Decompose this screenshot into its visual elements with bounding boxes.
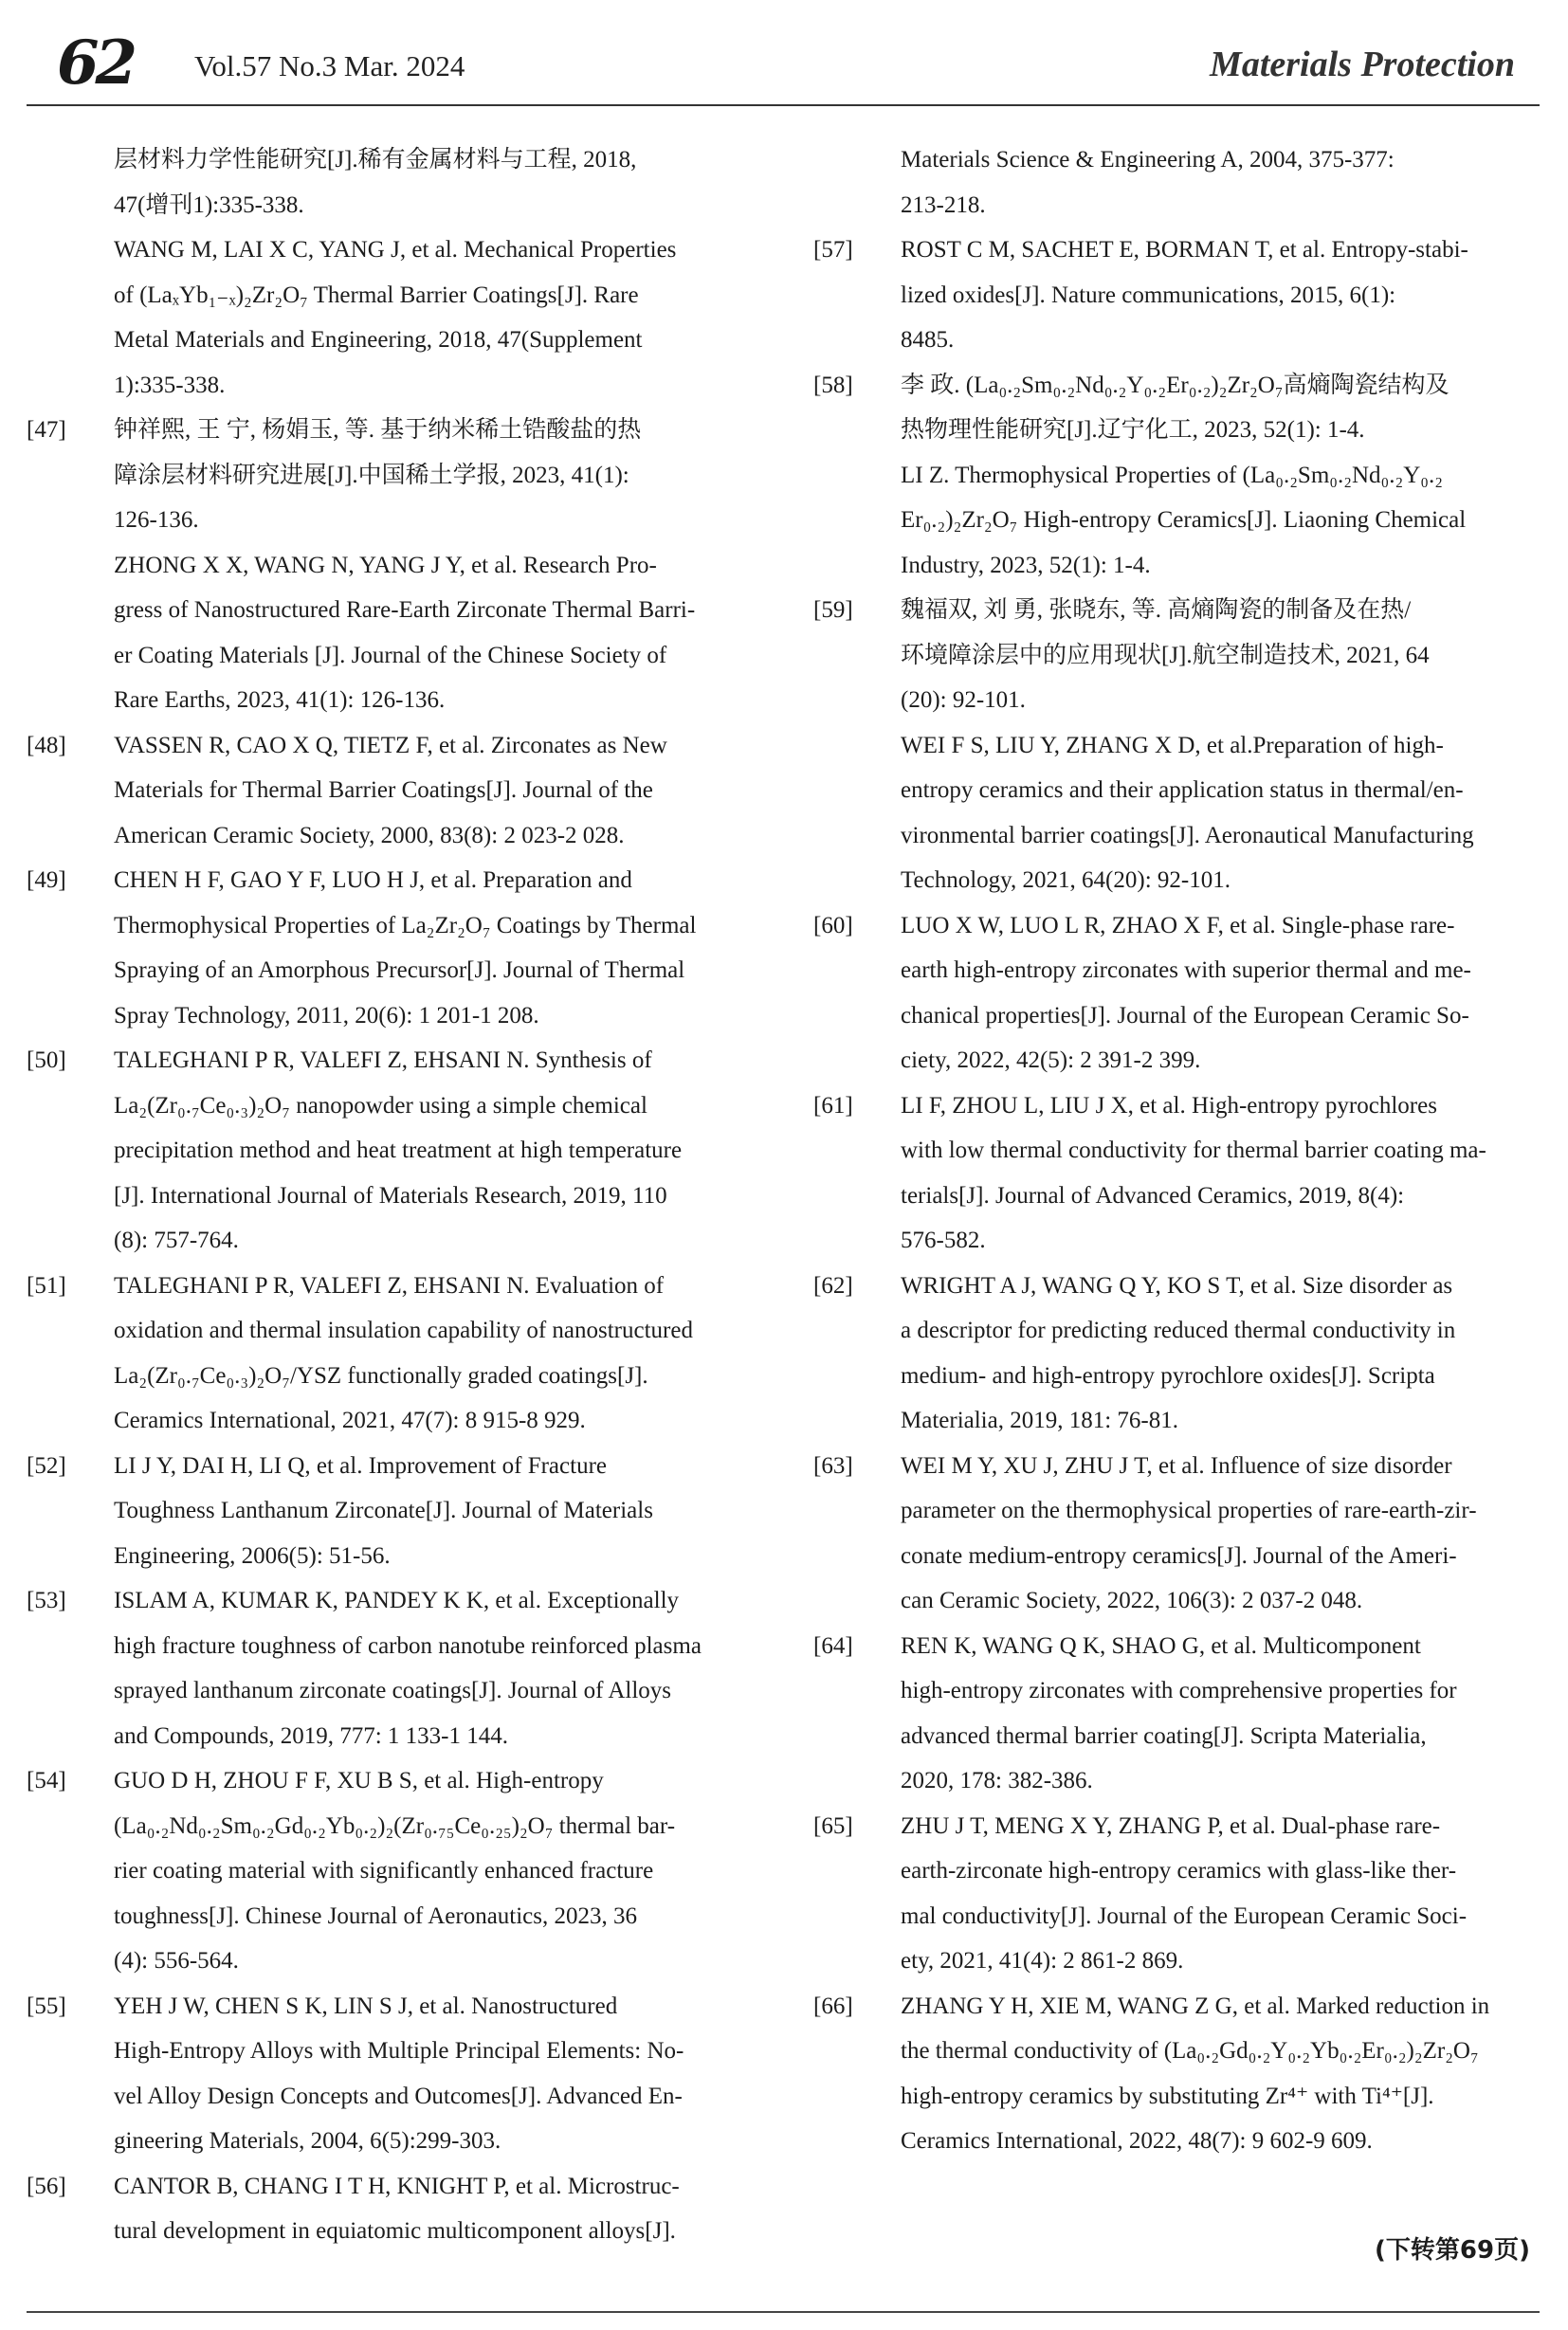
reference-entry bbox=[27, 408, 754, 723]
reference-line: YEH J W, CHEN S K, LIN S J, et al. Nanostructured bbox=[114, 1993, 618, 2019]
reference-line: (8): 757-764. bbox=[114, 1228, 239, 1253]
reference-number: [64] bbox=[813, 1632, 853, 1659]
reference-line: LI F, ZHOU L, LIU J X, et al. High-entropy pyrochlores bbox=[901, 1092, 1437, 1119]
reference-line: La₂(Zr₀.₇Ce₀.₃)₂O₇/YSZ functionally graded coatings[J]. bbox=[114, 1362, 648, 1389]
reference-line: LUO X W, LUO L R, ZHAO X F, et al. Single-phase rare- bbox=[901, 912, 1455, 938]
reference-number: [49] bbox=[27, 867, 66, 893]
reference-line: WEI F S, LIU Y, ZHANG X D, et al.Preparation of high- bbox=[901, 732, 1444, 758]
reference-line: lized oxides[J]. Nature communications, 2015, 6(1): bbox=[901, 282, 1396, 308]
reference-line: La₂(Zr₀.₇Ce₀.₃)₂O₇ nanopowder using a simple chemical bbox=[114, 1092, 647, 1119]
reference-number: [54] bbox=[27, 1768, 66, 1793]
reference-line: 层材料力学性能研究[J].稀有金属材料与工程, 2018, bbox=[114, 147, 637, 173]
reference-line: 2020, 178: 382-386. bbox=[901, 1768, 1093, 1793]
reference-entry bbox=[27, 1038, 754, 1264]
reference-line: VASSEN R, CAO X Q, TIETZ F, et al. Zirconates as New bbox=[114, 732, 667, 758]
reference-entry bbox=[27, 1758, 754, 1984]
reference-line: 魏福双, 刘 勇, 张晓东, 等. 高熵陶瓷的制备及在热/ bbox=[901, 597, 1412, 623]
reference-entry bbox=[813, 1264, 1541, 1444]
reference-number: [58] bbox=[813, 372, 853, 398]
reference-line: er Coating Materials [J]. Journal of the Chinese Society of bbox=[114, 642, 667, 668]
reference-entry bbox=[813, 228, 1541, 363]
reference-entry bbox=[813, 1804, 1541, 1984]
reference-line: 环境障涂层中的应用现状[J].航空制造技术, 2021, 64 bbox=[901, 642, 1430, 668]
reference-number: [55] bbox=[27, 1993, 66, 2019]
page-header bbox=[27, 27, 1543, 102]
continued-reference bbox=[114, 137, 754, 408]
reference-line: chanical properties[J]. Journal of the European Ceramic So- bbox=[901, 1002, 1469, 1028]
left-column bbox=[27, 137, 754, 2254]
reference-entry bbox=[813, 903, 1541, 1083]
continued-reference bbox=[901, 137, 1541, 228]
reference-line: 8485. bbox=[901, 327, 955, 353]
reference-number: [61] bbox=[813, 1092, 853, 1119]
reference-line: Metal Materials and Engineering, 2018, 47(Supplement bbox=[114, 327, 643, 353]
reference-line: earth-zirconate high-entropy ceramics with glass-like ther- bbox=[901, 1858, 1457, 1884]
reference-entry bbox=[27, 723, 754, 859]
reference-entry bbox=[813, 1083, 1541, 1264]
reference-entry bbox=[813, 1444, 1541, 1624]
reference-number: [59] bbox=[813, 597, 853, 623]
reference-line: WEI M Y, XU J, ZHU J T, et al. Influence of size disorder bbox=[901, 1452, 1452, 1479]
reference-line: earth high-entropy zirconates with superior thermal and me- bbox=[901, 957, 1471, 983]
reference-number: [53] bbox=[27, 1588, 66, 1613]
continuation-note: (下转第69页) bbox=[1375, 2236, 1530, 2265]
reference-line: 热物理性能研究[J].辽宁化工, 2023, 52(1): 1-4. bbox=[901, 417, 1365, 443]
reference-line: vironmental barrier coatings[J]. Aeronautical Manufacturing bbox=[901, 822, 1474, 848]
reference-line: Spraying of an Amorphous Precursor[J]. Journal of Thermal bbox=[114, 957, 685, 983]
reference-line: of (LaₓYb₁₋ₓ)₂Zr₂O₇ Thermal Barrier Coatings[J]. Rare bbox=[114, 282, 639, 308]
right-column bbox=[813, 137, 1541, 2164]
reference-line: ISLAM A, KUMAR K, PANDEY K K, et al. Exceptionally bbox=[114, 1588, 680, 1613]
reference-line: mal conductivity[J]. Journal of the European Ceramic Soci- bbox=[901, 1902, 1468, 1929]
reference-line: Ceramics International, 2022, 48(7): 9 602-9 609. bbox=[901, 2128, 1373, 2154]
reference-line: ROST C M, SACHET E, BORMAN T, et al. Entropy-stabi- bbox=[901, 237, 1468, 263]
reference-line: [J]. International Journal of Materials Research, 2019, 110 bbox=[114, 1182, 667, 1209]
reference-entry bbox=[813, 363, 1541, 589]
reference-entry bbox=[27, 1444, 754, 1579]
reference-line: ciety, 2022, 42(5): 2 391-2 399. bbox=[901, 1047, 1201, 1073]
reference-line: TALEGHANI P R, VALEFI Z, EHSANI N. Evaluation of bbox=[114, 1272, 665, 1299]
reference-line: entropy ceramics and their application status in thermal/en- bbox=[901, 777, 1464, 803]
reference-line: LI J Y, DAI H, LI Q, et al. Improvement of Fracture bbox=[114, 1452, 607, 1479]
reference-line: vel Alloy Design Concepts and Outcomes[J]. Advanced En- bbox=[114, 2083, 683, 2109]
reference-entry bbox=[27, 1578, 754, 1758]
reference-line: 钟祥熙, 王 宁, 杨娟玉, 等. 基于纳米稀土锆酸盐的热 bbox=[114, 417, 642, 443]
reference-line: tural development in equiatomic multicomponent alloys[J]. bbox=[114, 2218, 676, 2244]
reference-line: and Compounds, 2019, 777: 1 133-1 144. bbox=[114, 1722, 508, 1749]
reference-line: high-entropy ceramics by substituting Zr⁴⁺ with Ti⁴⁺[J]. bbox=[901, 2083, 1434, 2109]
reference-entry bbox=[27, 1984, 754, 2164]
reference-number: [66] bbox=[813, 1993, 853, 2019]
reference-line: 576-582. bbox=[901, 1228, 986, 1253]
reference-line: toughness[J]. Chinese Journal of Aeronautics, 2023, 36 bbox=[114, 1902, 638, 1929]
reference-line: medium- and high-entropy pyrochlore oxides[J]. Scripta bbox=[901, 1362, 1435, 1389]
reference-line: 障涂层材料研究进展[J].中国稀土学报, 2023, 41(1): bbox=[114, 462, 629, 488]
reference-line: WANG M, LAI X C, YANG J, et al. Mechanical Properties bbox=[114, 237, 677, 263]
reference-line: Materials Science & Engineering A, 2004, 375-377: bbox=[901, 147, 1395, 173]
reference-line: Rare Earths, 2023, 41(1): 126-136. bbox=[114, 687, 446, 713]
reference-line: TALEGHANI P R, VALEFI Z, EHSANI N. Synthesis of bbox=[114, 1047, 652, 1073]
reference-line: Industry, 2023, 52(1): 1-4. bbox=[901, 552, 1151, 578]
reference-line: the thermal conductivity of (La₀.₂Gd₀.₂Y₀.₂Yb₀.₂Er₀.₂)₂Zr₂O₇ bbox=[901, 2038, 1479, 2064]
reference-entry bbox=[27, 2164, 754, 2254]
reference-number: [56] bbox=[27, 2173, 66, 2199]
reference-line: Er₀.₂)₂Zr₂O₇ High-entropy Ceramics[J]. Liaoning Chemical bbox=[901, 507, 1467, 533]
reference-line: WRIGHT A J, WANG Q Y, KO S T, et al. Size disorder as bbox=[901, 1272, 1453, 1299]
reference-line: American Ceramic Society, 2000, 83(8): 2 023-2 028. bbox=[114, 822, 625, 848]
reference-line: precipitation method and heat treatment at high temperature bbox=[114, 1138, 683, 1163]
reference-line: Toughness Lanthanum Zirconate[J]. Journal of Materials bbox=[114, 1498, 653, 1523]
issue-info: Vol.57 No.3 Mar. 2024 bbox=[194, 49, 465, 82]
reference-line: Ceramics International, 2021, 47(7): 8 915-8 929. bbox=[114, 1408, 586, 1433]
reference-number: [47] bbox=[27, 417, 66, 443]
reference-line: REN K, WANG Q K, SHAO G, et al. Multicomponent bbox=[901, 1632, 1421, 1659]
reference-line: 126-136. bbox=[114, 507, 199, 533]
reference-line: ZHU J T, MENG X Y, ZHANG P, et al. Dual-phase rare- bbox=[901, 1812, 1441, 1839]
reference-number: [48] bbox=[27, 732, 66, 758]
reference-line: can Ceramic Society, 2022, 106(3): 2 037-2 048. bbox=[901, 1588, 1363, 1613]
reference-line: a descriptor for predicting reduced thermal conductivity in bbox=[901, 1318, 1456, 1343]
reference-number: [62] bbox=[813, 1272, 853, 1299]
reference-line: (20): 92-101. bbox=[901, 687, 1026, 713]
reference-number: [57] bbox=[813, 237, 853, 263]
reference-number: [51] bbox=[27, 1272, 66, 1299]
reference-line: LI Z. Thermophysical Properties of (La₀.₂Sm₀.₂Nd₀.₂Y₀.₂ bbox=[901, 462, 1443, 488]
reference-line: ety, 2021, 41(4): 2 861-2 869. bbox=[901, 1948, 1184, 1974]
header-rule bbox=[27, 104, 1540, 106]
reference-line: (La₀.₂Nd₀.₂Sm₀.₂Gd₀.₂Yb₀.₂)₂(Zr₀.₇₅Ce₀.₂₅)₂O₇ thermal bar- bbox=[114, 1812, 676, 1839]
reference-line: GUO D H, ZHOU F F, XU B S, et al. High-entropy bbox=[114, 1768, 604, 1793]
reference-entry bbox=[27, 1264, 754, 1444]
reference-entry bbox=[813, 588, 1541, 903]
reference-entry bbox=[27, 858, 754, 1038]
reference-line: Thermophysical Properties of La₂Zr₂O₇ Coatings by Thermal bbox=[114, 912, 697, 938]
reference-number: [65] bbox=[813, 1812, 853, 1839]
journal-name: Materials Protection bbox=[1210, 45, 1515, 84]
reference-line: 李 政. (La₀.₂Sm₀.₂Nd₀.₂Y₀.₂Er₀.₂)₂Zr₂O₇高熵陶瓷结构及 bbox=[901, 372, 1449, 398]
reference-line: (4): 556-564. bbox=[114, 1948, 239, 1974]
reference-line: high-entropy zirconates with comprehensive properties for bbox=[901, 1678, 1457, 1703]
reference-line: gress of Nanostructured Rare-Earth Zirconate Thermal Barri- bbox=[114, 597, 696, 623]
reference-line: ZHONG X X, WANG N, YANG J Y, et al. Research Pro- bbox=[114, 552, 657, 578]
reference-line: Materials for Thermal Barrier Coatings[J]. Journal of the bbox=[114, 777, 653, 803]
reference-line: Materialia, 2019, 181: 76-81. bbox=[901, 1408, 1178, 1433]
reference-line: sprayed lanthanum zirconate coatings[J]. Journal of Alloys bbox=[114, 1678, 672, 1703]
reference-line: parameter on the thermophysical properties of rare-earth-zir- bbox=[901, 1498, 1477, 1523]
footer-rule bbox=[27, 2311, 1540, 2313]
page-number: 62 bbox=[57, 27, 135, 99]
reference-line: Technology, 2021, 64(20): 92-101. bbox=[901, 867, 1231, 893]
reference-entry bbox=[813, 1624, 1541, 1804]
reference-line: conate medium-entropy ceramics[J]. Journal of the Ameri- bbox=[901, 1542, 1457, 1569]
reference-line: Engineering, 2006(5): 51-56. bbox=[114, 1542, 391, 1569]
reference-line: with low thermal conductivity for thermal barrier coating ma- bbox=[901, 1138, 1486, 1163]
reference-line: High-Entropy Alloys with Multiple Principal Elements: No- bbox=[114, 2038, 684, 2064]
reference-line: ZHANG Y H, XIE M, WANG Z G, et al. Marked reduction in bbox=[901, 1993, 1490, 2019]
reference-line: 213-218. bbox=[901, 191, 986, 218]
reference-line: high fracture toughness of carbon nanotube reinforced plasma bbox=[114, 1632, 702, 1659]
reference-entry bbox=[813, 1984, 1541, 2164]
reference-number: [52] bbox=[27, 1452, 66, 1479]
reference-number: [50] bbox=[27, 1047, 66, 1073]
reference-line: Spray Technology, 2011, 20(6): 1 201-1 208. bbox=[114, 1002, 539, 1028]
reference-line: 47(增刊1):335-338. bbox=[114, 191, 304, 218]
reference-line: gineering Materials, 2004, 6(5):299-303. bbox=[114, 2128, 501, 2154]
reference-line: oxidation and thermal insulation capability of nanostructured bbox=[114, 1318, 693, 1343]
reference-line: rier coating material with significantly enhanced fracture bbox=[114, 1858, 654, 1884]
reference-line: advanced thermal barrier coating[J]. Scripta Materialia, bbox=[901, 1722, 1427, 1749]
reference-number: [60] bbox=[813, 912, 853, 938]
reference-line: terials[J]. Journal of Advanced Ceramics, 2019, 8(4): bbox=[901, 1182, 1405, 1209]
reference-line: CHEN H F, GAO Y F, LUO H J, et al. Preparation and bbox=[114, 867, 632, 893]
reference-line: CANTOR B, CHANG I T H, KNIGHT P, et al. Microstruc- bbox=[114, 2173, 680, 2199]
reference-number: [63] bbox=[813, 1452, 853, 1479]
reference-line: 1):335-338. bbox=[114, 372, 226, 398]
